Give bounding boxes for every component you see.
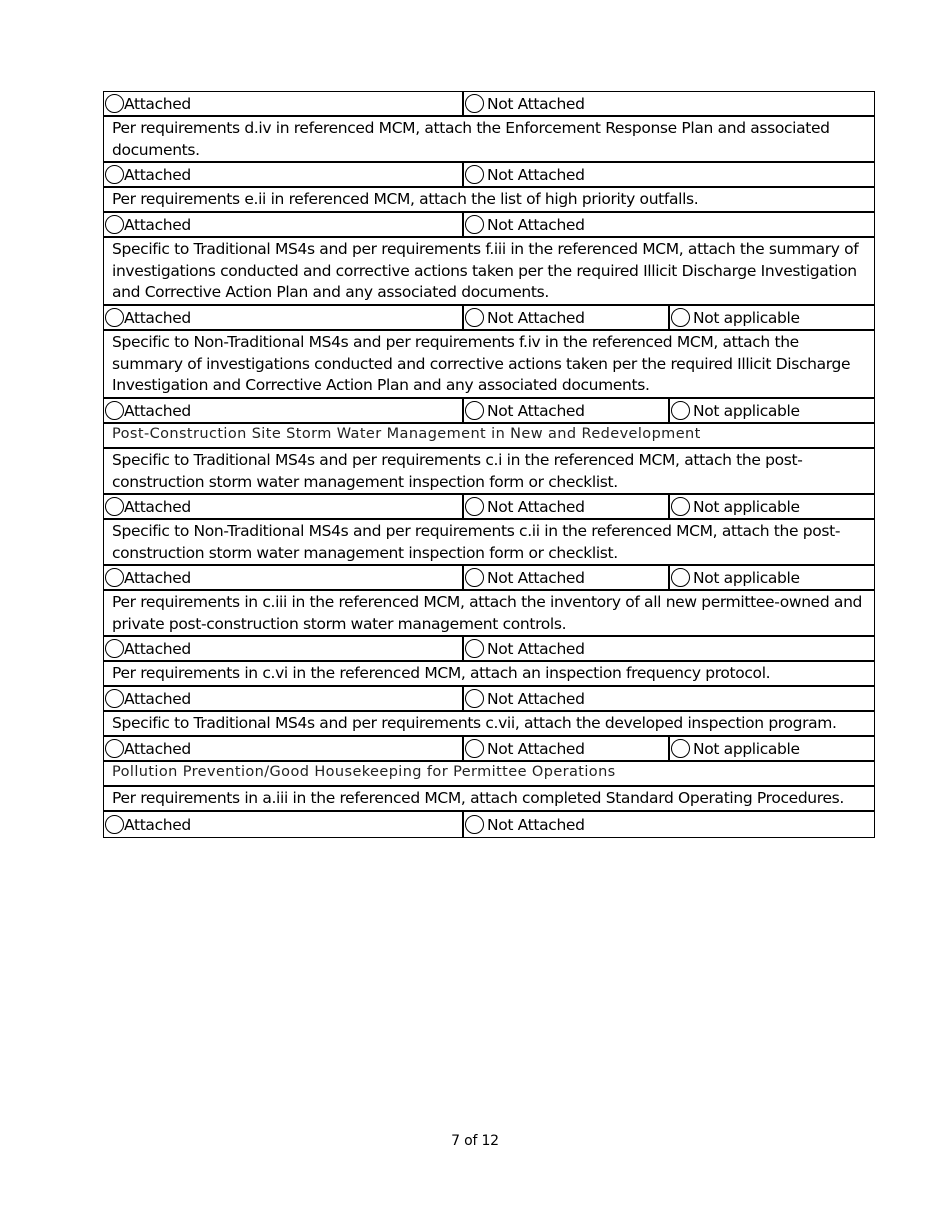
requirement-text: Specific to Non-Traditional MS4s and per requirements c.ii in the referenced MCM, attach the post-construction storm water management inspection form or checklist. (104, 520, 874, 566)
not-applicable-radio[interactable] (671, 568, 690, 587)
page-number: 7 of 12 (451, 1133, 499, 1149)
not-attached-option[interactable] (462, 812, 874, 837)
not-attached-option[interactable] (462, 213, 874, 236)
not-attached-option[interactable] (462, 92, 874, 115)
attached-label: Attached (124, 689, 191, 708)
not-attached-label: Not Attached (487, 215, 585, 234)
attached-option[interactable] (104, 737, 462, 760)
not-attached-option[interactable] (462, 163, 874, 186)
attached-label: Attached (124, 401, 191, 420)
attached-radio[interactable] (105, 568, 124, 587)
requirement-text: Per requirements e.ii in referenced MCM, attach the list of high priority outfalls. (104, 188, 874, 213)
attachment-status-radio-group (104, 163, 874, 188)
not-attached-radio[interactable] (465, 497, 484, 516)
not-attached-radio[interactable] (465, 308, 484, 327)
attached-label: Attached (124, 94, 191, 113)
attached-option[interactable] (104, 566, 462, 589)
not-attached-option[interactable] (462, 399, 668, 422)
attached-option[interactable] (104, 637, 462, 660)
not-attached-radio[interactable] (465, 401, 484, 420)
attached-radio[interactable] (105, 689, 124, 708)
attachment-status-radio-group (104, 213, 874, 238)
not-applicable-option[interactable] (668, 737, 874, 760)
not-attached-label: Not Attached (487, 689, 585, 708)
not-applicable-label: Not applicable (693, 739, 800, 758)
attached-option[interactable] (104, 163, 462, 186)
attached-label: Attached (124, 497, 191, 516)
not-applicable-option[interactable] (668, 399, 874, 422)
not-applicable-label: Not applicable (693, 401, 800, 420)
not-attached-radio[interactable] (465, 215, 484, 234)
not-attached-radio[interactable] (465, 94, 484, 113)
not-applicable-radio[interactable] (671, 401, 690, 420)
not-attached-label: Not Attached (487, 401, 585, 420)
requirement-text: Specific to Traditional MS4s and per requirements c.i in the referenced MCM, attach the post-construction storm water management inspection form or checklist. (104, 449, 874, 495)
attachment-status-radio-group (104, 637, 874, 662)
not-applicable-label: Not applicable (693, 568, 800, 587)
not-applicable-radio[interactable] (671, 308, 690, 327)
attached-option[interactable] (104, 495, 462, 518)
attachment-status-radio-group (104, 812, 874, 837)
attachment-form-table (103, 91, 875, 838)
requirement-text: Per requirements in a.iii in the referenced MCM, attach completed Standard Operating Procedures. (104, 787, 874, 812)
attached-label: Attached (124, 639, 191, 658)
not-attached-label: Not Attached (487, 165, 585, 184)
not-attached-radio[interactable] (465, 165, 484, 184)
not-applicable-option[interactable] (668, 306, 874, 329)
attached-label: Attached (124, 215, 191, 234)
not-attached-label: Not Attached (487, 815, 585, 834)
attached-radio[interactable] (105, 497, 124, 516)
not-attached-radio[interactable] (465, 689, 484, 708)
attached-label: Attached (124, 739, 191, 758)
attached-radio[interactable] (105, 739, 124, 758)
attached-option[interactable] (104, 687, 462, 710)
not-attached-option[interactable] (462, 495, 668, 518)
not-attached-label: Not Attached (487, 308, 585, 327)
attachment-status-radio-group (104, 92, 874, 117)
section-heading: Post-Construction Site Storm Water Management in New and Redevelopment (104, 424, 874, 449)
attached-radio[interactable] (105, 815, 124, 834)
not-attached-label: Not Attached (487, 639, 585, 658)
not-applicable-label: Not applicable (693, 497, 800, 516)
not-attached-label: Not Attached (487, 739, 585, 758)
attached-label: Attached (124, 815, 191, 834)
not-attached-label: Not Attached (487, 94, 585, 113)
requirement-text: Specific to Non-Traditional MS4s and per requirements f.iv in the referenced MCM, attach the summary of investigations conducted and corrective actions taken per the required Illicit Discharge Investigation and Corrective Action Plan and any associated documents. (104, 331, 874, 399)
not-attached-radio[interactable] (465, 815, 484, 834)
attached-radio[interactable] (105, 401, 124, 420)
attached-radio[interactable] (105, 165, 124, 184)
attached-label: Attached (124, 568, 191, 587)
requirement-text: Per requirements in c.iii in the referenced MCM, attach the inventory of all new permittee-owned and private post-construction storm water management controls. (104, 591, 874, 637)
requirement-text: Per requirements in c.vi in the referenced MCM, attach an inspection frequency protocol. (104, 662, 874, 687)
attached-label: Attached (124, 308, 191, 327)
not-attached-radio[interactable] (465, 568, 484, 587)
attachment-status-radio-group (104, 687, 874, 712)
attached-radio[interactable] (105, 215, 124, 234)
attachment-status-radio-group (104, 399, 874, 424)
attachment-status-radio-group (104, 306, 874, 331)
attached-option[interactable] (104, 399, 462, 422)
not-attached-option[interactable] (462, 687, 874, 710)
not-attached-radio[interactable] (465, 639, 484, 658)
section-heading: Pollution Prevention/Good Housekeeping for Permittee Operations (104, 762, 874, 787)
not-attached-option[interactable] (462, 306, 668, 329)
requirement-text: Specific to Traditional MS4s and per requirements c.vii, attach the developed inspection program. (104, 712, 874, 737)
attached-option[interactable] (104, 306, 462, 329)
not-applicable-radio[interactable] (671, 739, 690, 758)
attachment-status-radio-group (104, 737, 874, 762)
not-attached-label: Not Attached (487, 497, 585, 516)
not-attached-radio[interactable] (465, 739, 484, 758)
not-attached-option[interactable] (462, 737, 668, 760)
not-attached-option[interactable] (462, 637, 874, 660)
attachment-status-radio-group (104, 495, 874, 520)
requirement-text: Per requirements d.iv in referenced MCM, attach the Enforcement Response Plan and associated documents. (104, 117, 874, 163)
not-applicable-radio[interactable] (671, 497, 690, 516)
attached-option[interactable] (104, 92, 462, 115)
attached-radio[interactable] (105, 94, 124, 113)
attached-option[interactable] (104, 812, 462, 837)
requirement-text: Specific to Traditional MS4s and per requirements f.iii in the referenced MCM, attach the summary of investigations conducted and corrective actions taken per the required Illicit Discharge Investigation and Corrective Action Plan and any associated documents. (104, 238, 874, 306)
attached-option[interactable] (104, 213, 462, 236)
not-applicable-option[interactable] (668, 495, 874, 518)
attached-radio[interactable] (105, 639, 124, 658)
attachment-status-radio-group (104, 566, 874, 591)
not-attached-label: Not Attached (487, 568, 585, 587)
not-attached-option[interactable] (462, 566, 668, 589)
attached-label: Attached (124, 165, 191, 184)
attached-radio[interactable] (105, 308, 124, 327)
not-applicable-label: Not applicable (693, 308, 800, 327)
not-applicable-option[interactable] (668, 566, 874, 589)
